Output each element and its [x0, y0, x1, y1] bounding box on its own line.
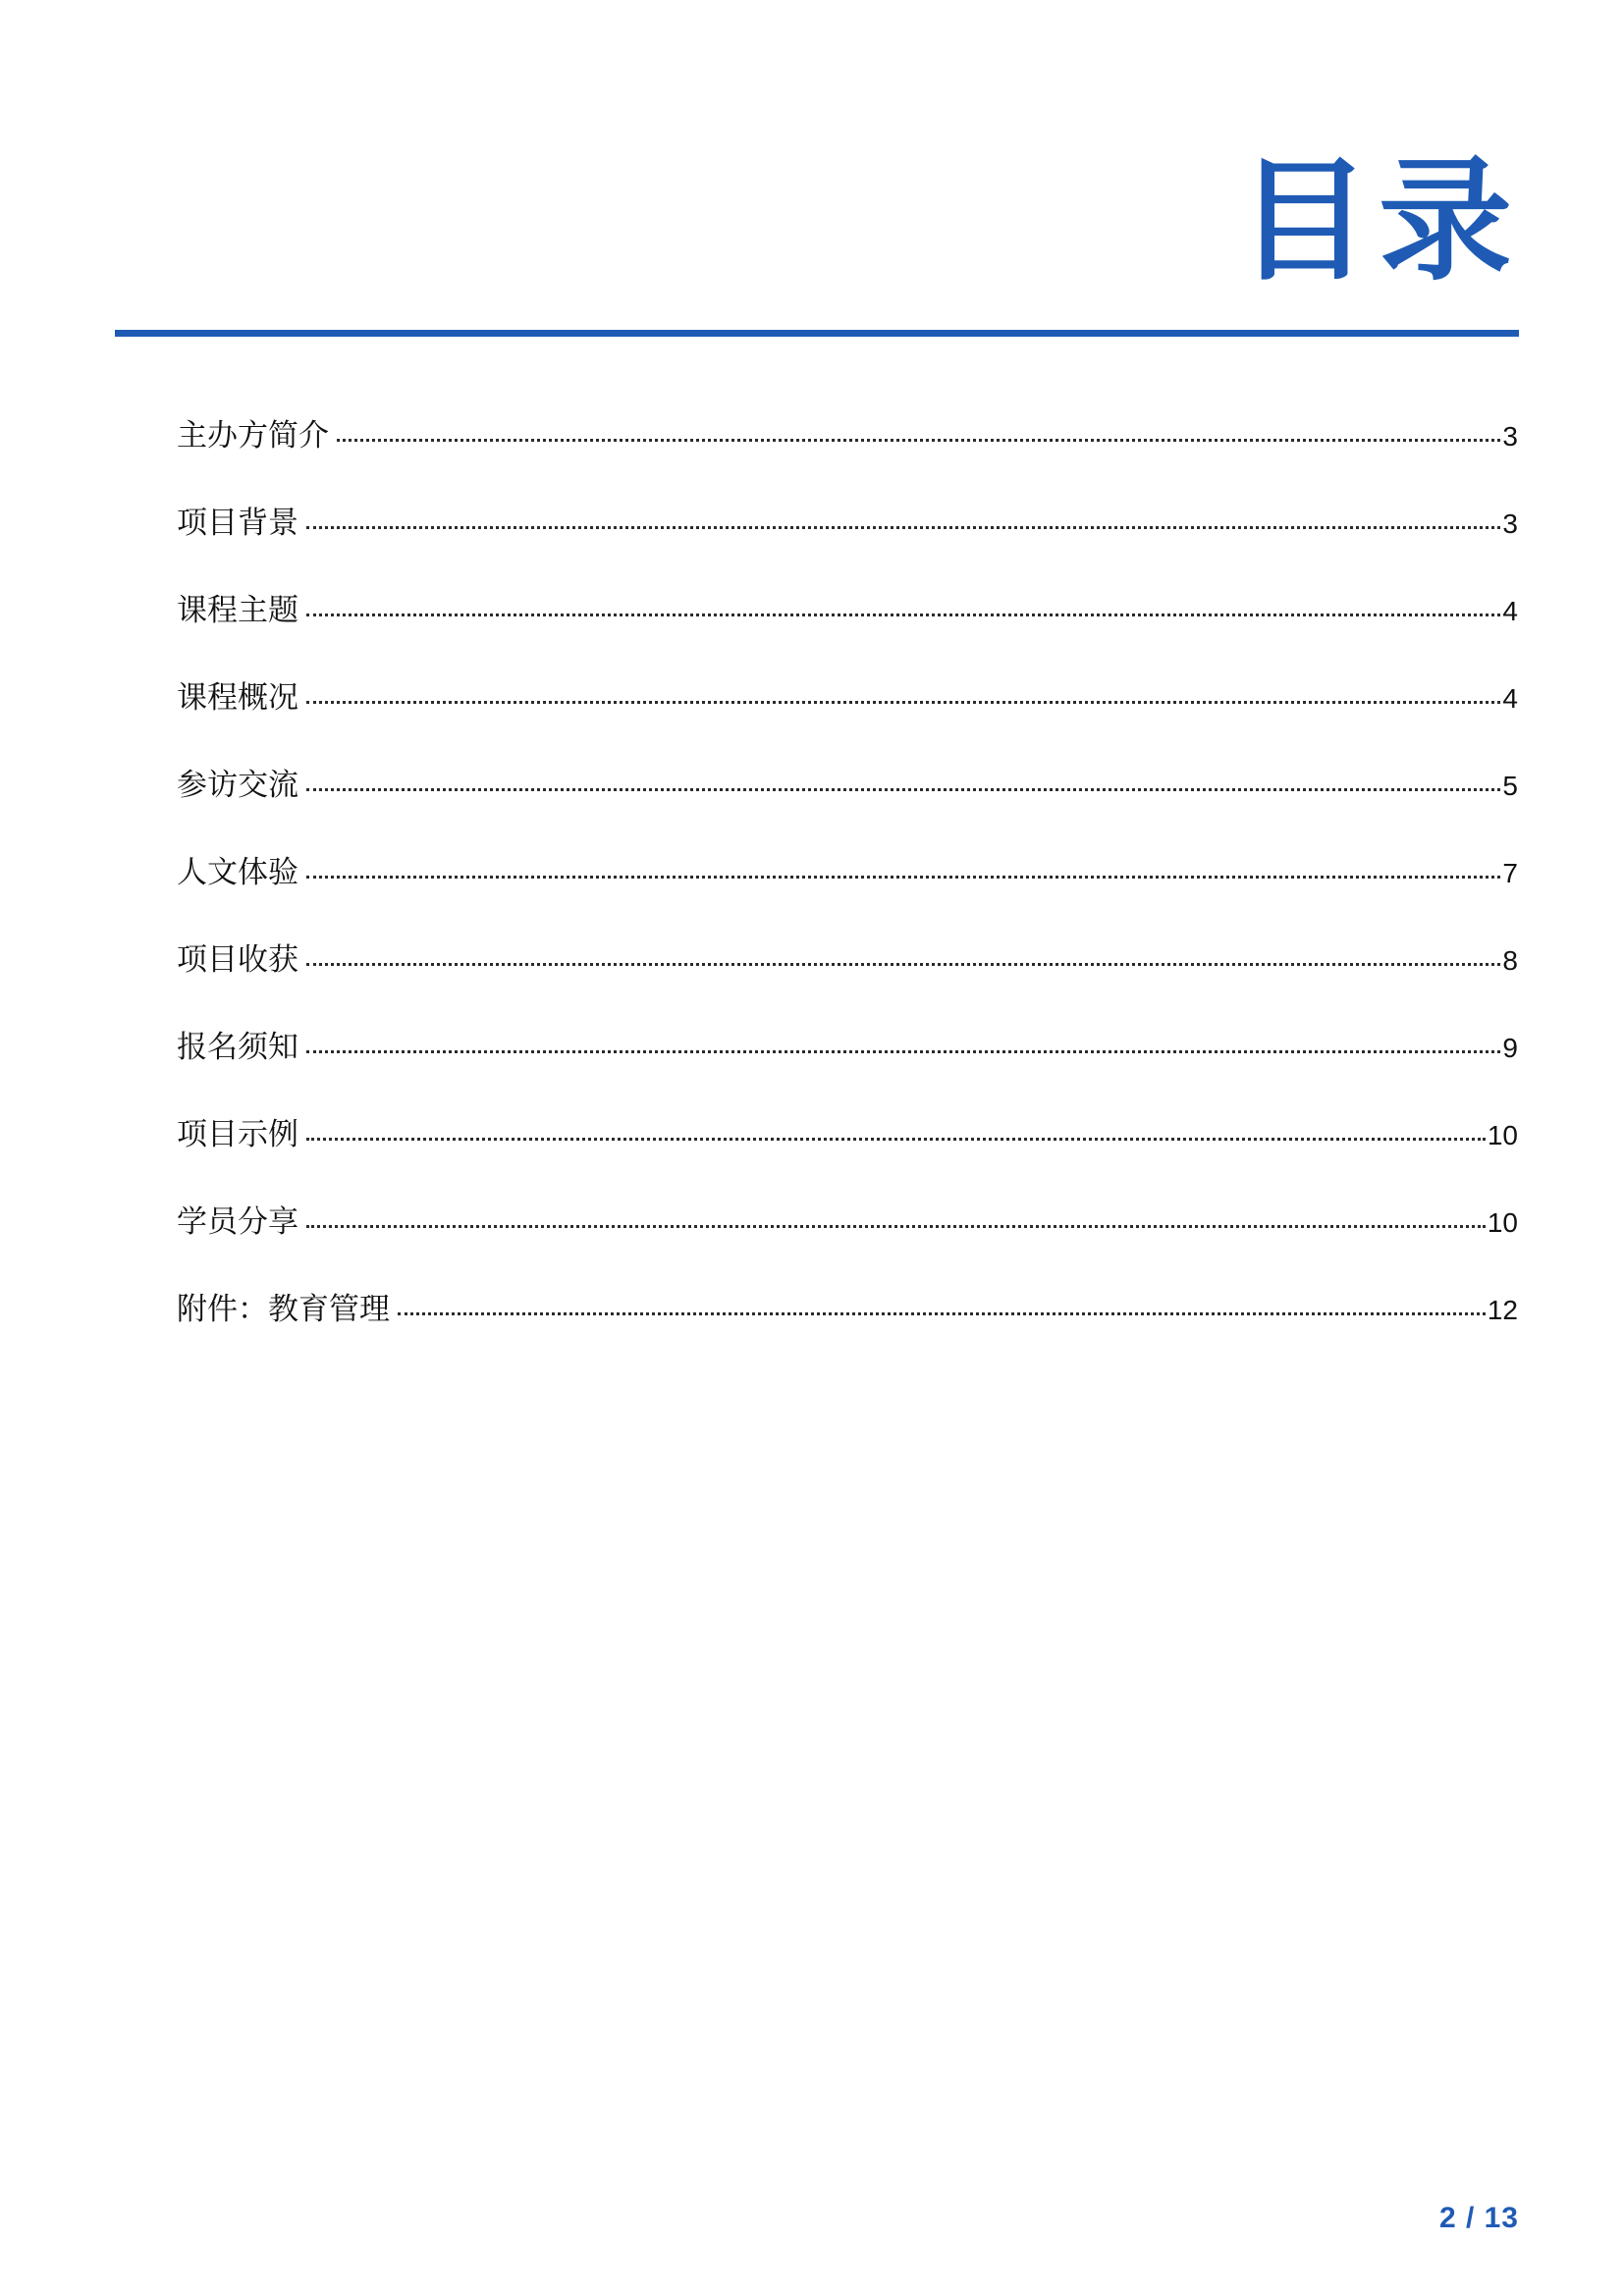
toc-entry-visits-exchange[interactable] [177, 760, 1518, 847]
toc-entry-label: 学员分享 [177, 1204, 298, 1240]
toc-dot-leader [306, 963, 1500, 966]
toc-page-number: 3 [1502, 508, 1518, 539]
toc-entry-appendix-education-management[interactable] [177, 1284, 1518, 1371]
page-title: 目录 [1237, 144, 1520, 299]
toc-entry-project-background[interactable] [177, 498, 1518, 585]
toc-page-number: 8 [1502, 945, 1518, 976]
toc-dot-leader [306, 1225, 1486, 1228]
toc-entry-cultural-experience[interactable] [177, 847, 1518, 934]
toc-entry-label: 课程概况 [177, 680, 298, 716]
toc-page-number: 10 [1487, 1120, 1518, 1150]
toc-entry-label: 主办方简介 [177, 418, 329, 454]
toc-entry-course-overview[interactable] [177, 672, 1518, 760]
toc-dot-leader [306, 526, 1500, 529]
toc-page-number: 3 [1502, 421, 1518, 452]
toc-entry-label: 附件：教育管理 [177, 1292, 390, 1327]
title-divider [115, 330, 1519, 337]
toc-dot-leader [306, 1138, 1486, 1141]
toc-page-number: 12 [1487, 1295, 1518, 1325]
toc-dot-leader [398, 1312, 1486, 1315]
toc-entry-project-examples[interactable] [177, 1109, 1518, 1197]
toc-entry-registration-notes[interactable] [177, 1022, 1518, 1109]
toc-page-number: 9 [1502, 1033, 1518, 1063]
toc-page-number: 4 [1502, 596, 1518, 626]
toc-entry-label: 项目背景 [177, 506, 298, 541]
toc-page-number: 10 [1487, 1207, 1518, 1238]
toc-entry-label: 项目收获 [177, 942, 298, 978]
toc-entry-organizer-intro[interactable] [177, 410, 1518, 498]
toc-page-number: 4 [1502, 683, 1518, 714]
toc-dot-leader [337, 439, 1500, 442]
toc-dot-leader [306, 701, 1500, 704]
toc-entry-student-sharing[interactable] [177, 1197, 1518, 1284]
toc-entry-label: 项目示例 [177, 1117, 298, 1152]
toc-entry-label: 课程主题 [177, 593, 298, 628]
toc-entry-label: 参访交流 [177, 768, 298, 803]
toc-dot-leader [306, 1050, 1500, 1053]
toc-entry-label: 报名须知 [177, 1030, 298, 1065]
toc-entry-label: 人文体验 [177, 855, 298, 890]
table-of-contents [177, 410, 1518, 1371]
toc-dot-leader [306, 876, 1500, 879]
toc-entry-project-outcomes[interactable] [177, 934, 1518, 1022]
toc-dot-leader [306, 614, 1500, 616]
toc-dot-leader [306, 788, 1500, 791]
toc-page-number: 5 [1502, 771, 1518, 801]
toc-entry-course-theme[interactable] [177, 585, 1518, 672]
page-indicator: 2 / 13 [1438, 2202, 1519, 2234]
toc-page-number: 7 [1502, 858, 1518, 888]
